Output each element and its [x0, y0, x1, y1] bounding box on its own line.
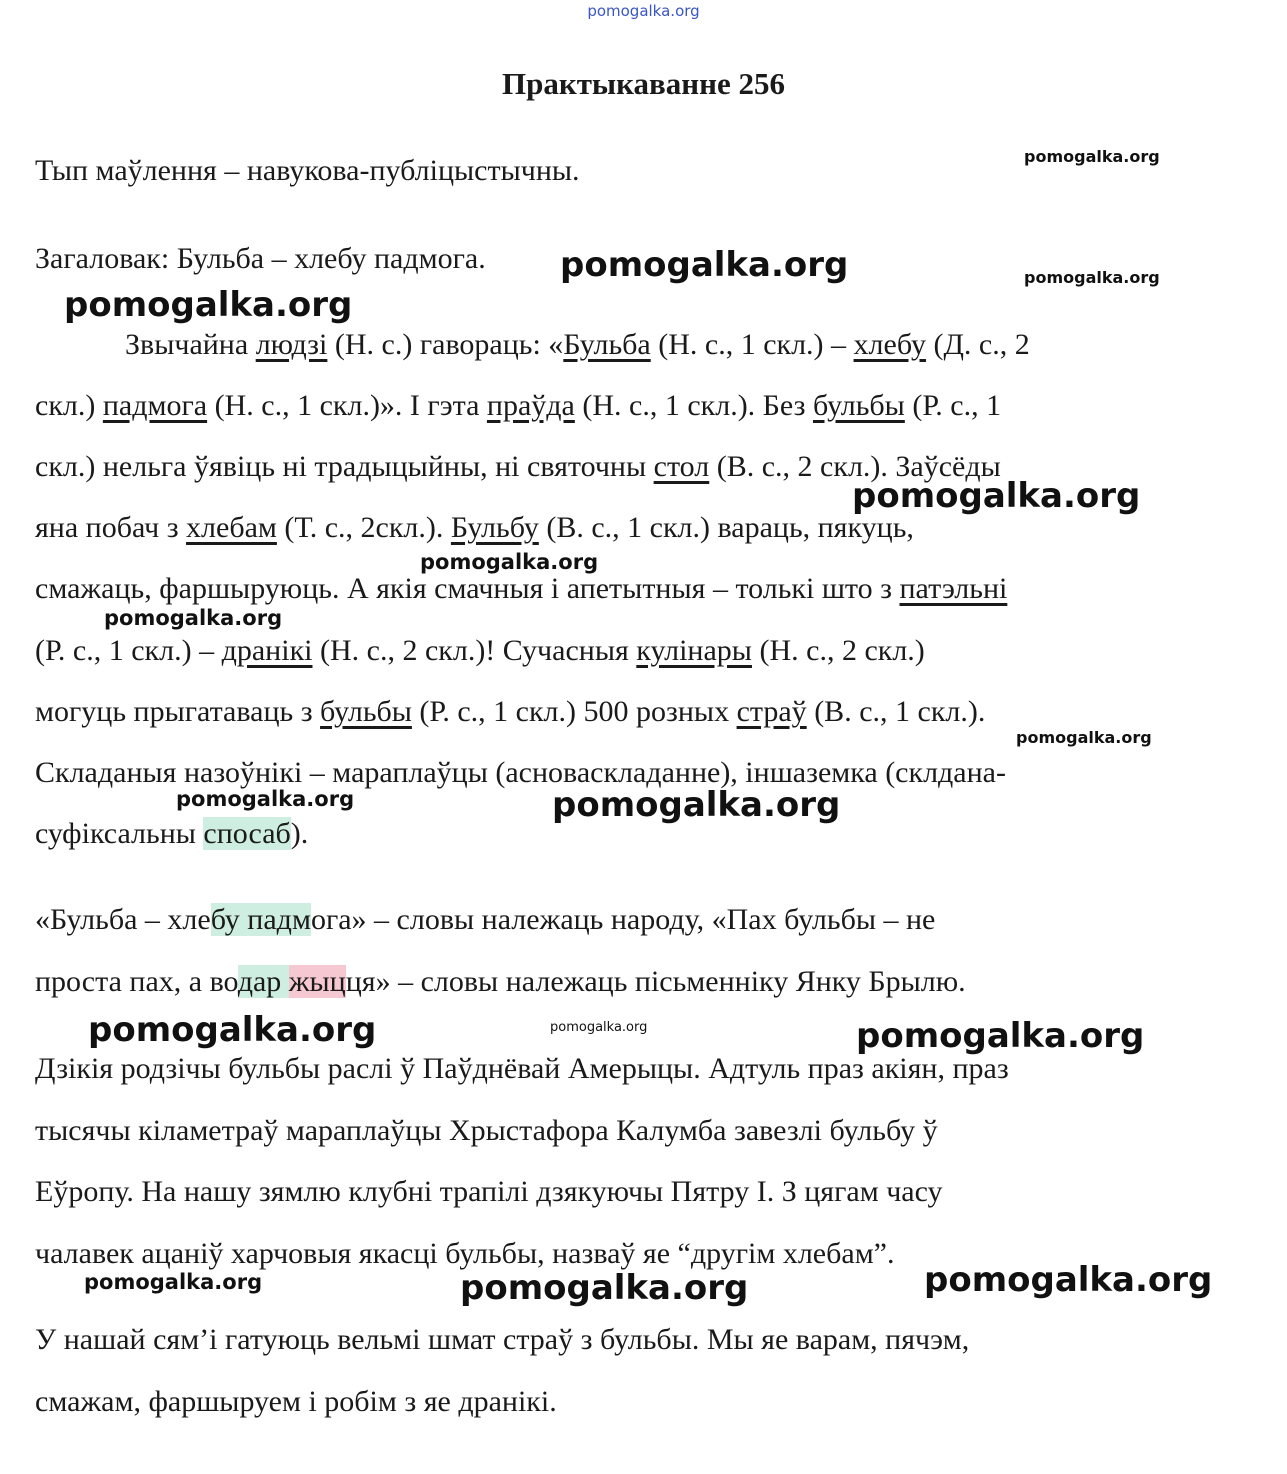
watermark: pomogalka.org [176, 787, 355, 811]
noun-underlined: праўда [486, 389, 575, 422]
watermark: pomogalka.org [84, 1270, 263, 1294]
heading-line: Загаловак: Бульба – хлебу падмога. [35, 242, 486, 275]
noun-underlined: дранікі [221, 634, 313, 667]
analysis-line-1: Звычайна людзі (Н. с.) гавораць: «Бульба (Н. с., 1 скл.) – хлебу (Д. с., 2 [125, 328, 1030, 361]
noun-underlined: патэльні [899, 572, 1008, 605]
history-line-4: чалавек ацаніў харчовыя якасці бульбы, назваў яе “другім хлебам”. [35, 1237, 895, 1270]
noun-underlined: Бульбу [450, 511, 539, 544]
watermark: pomogalka.org [64, 285, 353, 325]
history-line-1: Дзікія родзічы бульбы раслі ў Паўднёвай Амерыцы. Адтуль праз акіян, праз [35, 1052, 1009, 1085]
noun-underlined: бульбы [320, 695, 412, 728]
analysis-line-3: скл.) нельга ўявіць ні традыцыйны, ні святочны стол (В. с., 2 скл.). Заўсёды [35, 450, 1001, 483]
watermark: pomogalka.org [1024, 268, 1160, 287]
watermark: pomogalka.org [1024, 147, 1160, 166]
watermark: pomogalka.org [550, 1020, 648, 1035]
watermark: pomogalka.org [924, 1260, 1213, 1300]
watermark: pomogalka.org [1016, 728, 1152, 747]
analysis-line-2: скл.) падмога (Н. с., 1 скл.)». І гэта праўда (Н. с., 1 скл.). Без бульбы (Р. с., 1 [35, 389, 1002, 422]
watermark: pomogalka.org [852, 476, 1141, 516]
analysis-line-6: (Р. с., 1 скл.) – дранікі (Н. с., 2 скл.)! Сучасныя кулінары (Н. с., 2 скл.) [35, 634, 925, 667]
watermark: pomogalka.org [88, 1010, 377, 1050]
noun-underlined: бульбы [812, 389, 905, 422]
speech-type-line: Тып маўлення – навукова-публіцыстычны. [35, 154, 580, 187]
highlighted-text: жыц [288, 965, 346, 998]
watermark: pomogalka.org [560, 245, 849, 285]
highlighted-text: дар [237, 965, 289, 998]
highlighted-text: бу падм [210, 903, 311, 936]
noun-underlined: страў [736, 695, 807, 728]
quotes-line-2: проста пах, а водар жыцця» – словы належаць пісьменніку Янку Брылю. [35, 965, 966, 998]
noun-underlined: стол [653, 450, 710, 483]
noun-underlined: падмога [102, 389, 208, 422]
history-line-3: Еўропу. На нашу зямлю клубні трапілі дзякуючы Пятру І. З цягам часу [35, 1175, 943, 1208]
highlighted-text: спосаб [203, 817, 291, 850]
site-mark: pomogalka.org [587, 2, 700, 20]
watermark: pomogalka.org [856, 1016, 1145, 1056]
page-title: Практыкаванне 256 [501, 66, 785, 101]
analysis-line-9: суфіксальны спосаб). [35, 817, 309, 850]
watermark: pomogalka.org [104, 606, 283, 630]
quotes-line-1: «Бульба – хлебу падмога» – словы належаць народу, «Пах бульбы – не [35, 903, 936, 936]
analysis-line-4: яна побач з хлебам (Т. с., 2скл.). Бульбу (В. с., 1 скл.) вараць, пякуць, [35, 511, 914, 544]
watermark: pomogalka.org [460, 1268, 749, 1308]
watermark: pomogalka.org [420, 550, 599, 574]
noun-underlined: людзі [255, 328, 328, 361]
noun-underlined: хлебу [853, 328, 926, 361]
noun-underlined: кулінары [636, 634, 752, 667]
noun-underlined: хлебам [186, 511, 277, 544]
noun-underlined: Бульба [563, 328, 651, 361]
analysis-line-5: смажаць, фаршыруюць. А якія смачныя і апетытныя – толькі што з патэльні [35, 572, 1008, 605]
analysis-line-7: могуць прыгатаваць з бульбы (Р. с., 1 скл.) 500 розных страў (В. с., 1 скл.). [35, 695, 986, 728]
analysis-line-8: Складаныя назоўнікі – мараплаўцы (асноваскладанне), іншаземка (склдана- [35, 756, 1006, 789]
family-line-1: У нашай сям’і гатуюць вельмі шмат страў з бульбы. Мы яе варам, пячэм, [35, 1323, 970, 1356]
family-line-2: смажам, фаршыруем і робім з яе дранікі. [35, 1385, 557, 1418]
watermark: pomogalka.org [552, 785, 841, 825]
history-line-2: тысячы кіламетраў мараплаўцы Хрыстафора Калумба завезлі бульбу ў [35, 1114, 938, 1147]
